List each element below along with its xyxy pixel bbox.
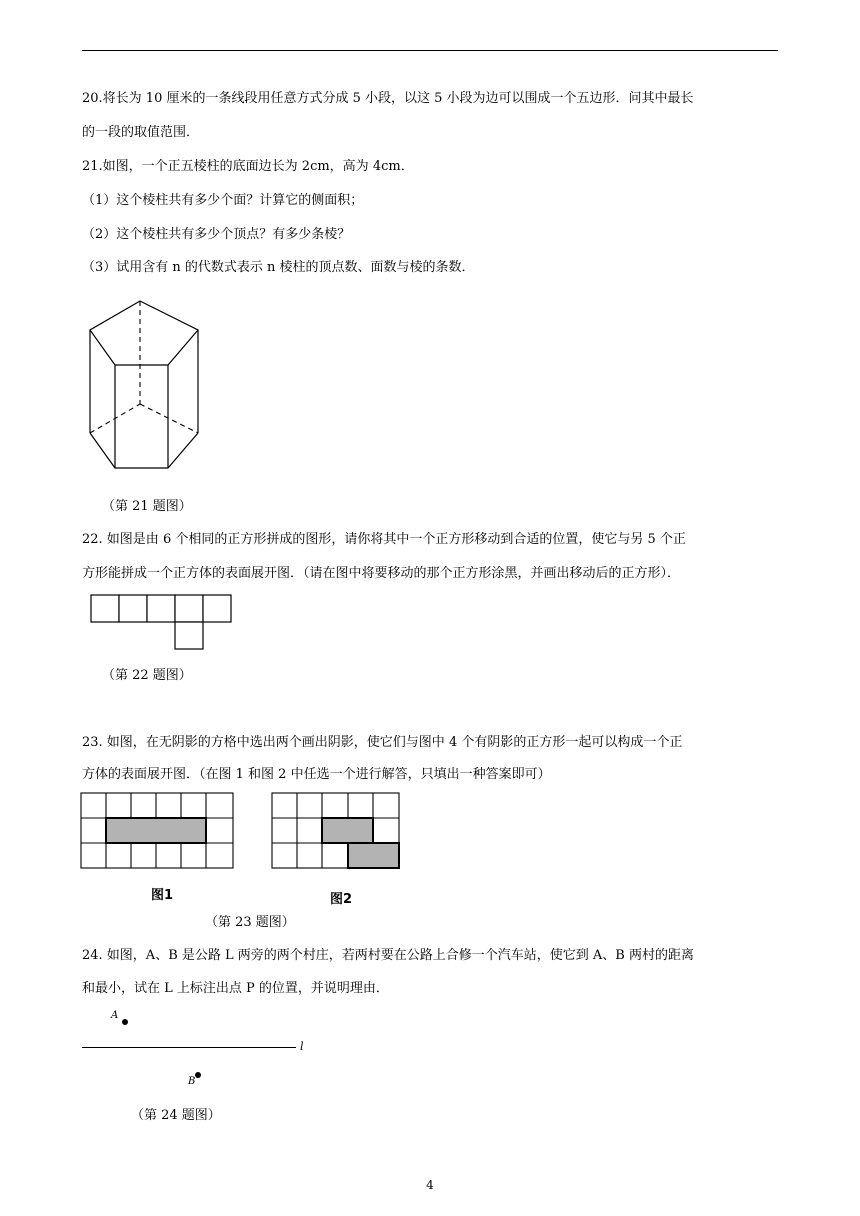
q20-line2: 的一段的取值范围． [82, 125, 200, 140]
q21-part1: （1）这个棱柱共有多少个面？计算它的侧面积； [82, 193, 364, 208]
q21-part2: （2）这个棱柱共有多少个顶点？有多少条棱？ [82, 227, 351, 242]
q24-line2: 和最小，试在 L 上标注出点 P 的位置，并说明理由． [82, 981, 389, 996]
road-line-label: l [300, 1040, 304, 1053]
q23-fig1-label: 图1 [151, 888, 174, 903]
q21-part3: （3）试用含有 n 的代数式表示 n 棱柱的顶点数、面数与棱的条数． [82, 260, 475, 275]
q20-line1: 20.将长为 10 厘米的一条线段用任意方式分成 5 小段，以这 5 小段为边可以围成一个五边形．问其中最长 [82, 91, 694, 106]
point-b-label: B [188, 1076, 196, 1087]
q21-caption: （第 21 题图） [102, 499, 192, 514]
point-a-dot [122, 1019, 128, 1025]
q23-fig2-label: 图2 [330, 892, 353, 907]
q23-figure1-grid [80, 792, 236, 870]
pentagonal-prism-figure [80, 292, 220, 477]
q23-figure2-grid [271, 792, 403, 870]
point-a-label: A [111, 1010, 119, 1021]
point-b-dot [195, 1072, 201, 1078]
q22-square-net [90, 594, 235, 652]
q23-line1: 23. 如图，在无阴影的方格中选出两个画出阴影，使它们与图中 4 个有阴影的正方形一起可以构成一个正 [82, 735, 683, 750]
q24-caption: （第 24 题图） [131, 1108, 221, 1123]
q22-line1: 22. 如图是由 6 个相同的正方形拼成的图形，请你将其中一个正方形移动到合适的位置，使它与另 5 个正 [82, 532, 686, 547]
q22-line2: 方形能拼成一个正方体的表面展开图．（请在图中将要移动的那个正方形涂黑，并画出移动后的正方形）． [82, 566, 681, 581]
q23-fig2-shaded-upper [322, 818, 373, 843]
q23-line2: 方体的表面展开图．（在图 1 和图 2 中任选一个进行解答，只填出一种答案即可） [82, 767, 551, 782]
q22-caption: （第 22 题图） [102, 668, 192, 683]
page-number: 4 [426, 1178, 434, 1192]
road-line [82, 1047, 296, 1048]
q24-line1: 24. 如图，A、B 是公路 L 两旁的两个村庄，若两村要在公路上合修一个汽车站，使它到 A、B 两村的距离 [82, 948, 694, 963]
header-rule [82, 50, 778, 51]
q23-fig1-shaded-block [106, 818, 206, 843]
q21-stem: 21.如图，一个正五棱柱的底面边长为 2cm，高为 4cm． [82, 159, 414, 174]
q23-fig2-shaded-lower [348, 843, 399, 868]
q23-caption: （第 23 题图） [205, 915, 295, 930]
